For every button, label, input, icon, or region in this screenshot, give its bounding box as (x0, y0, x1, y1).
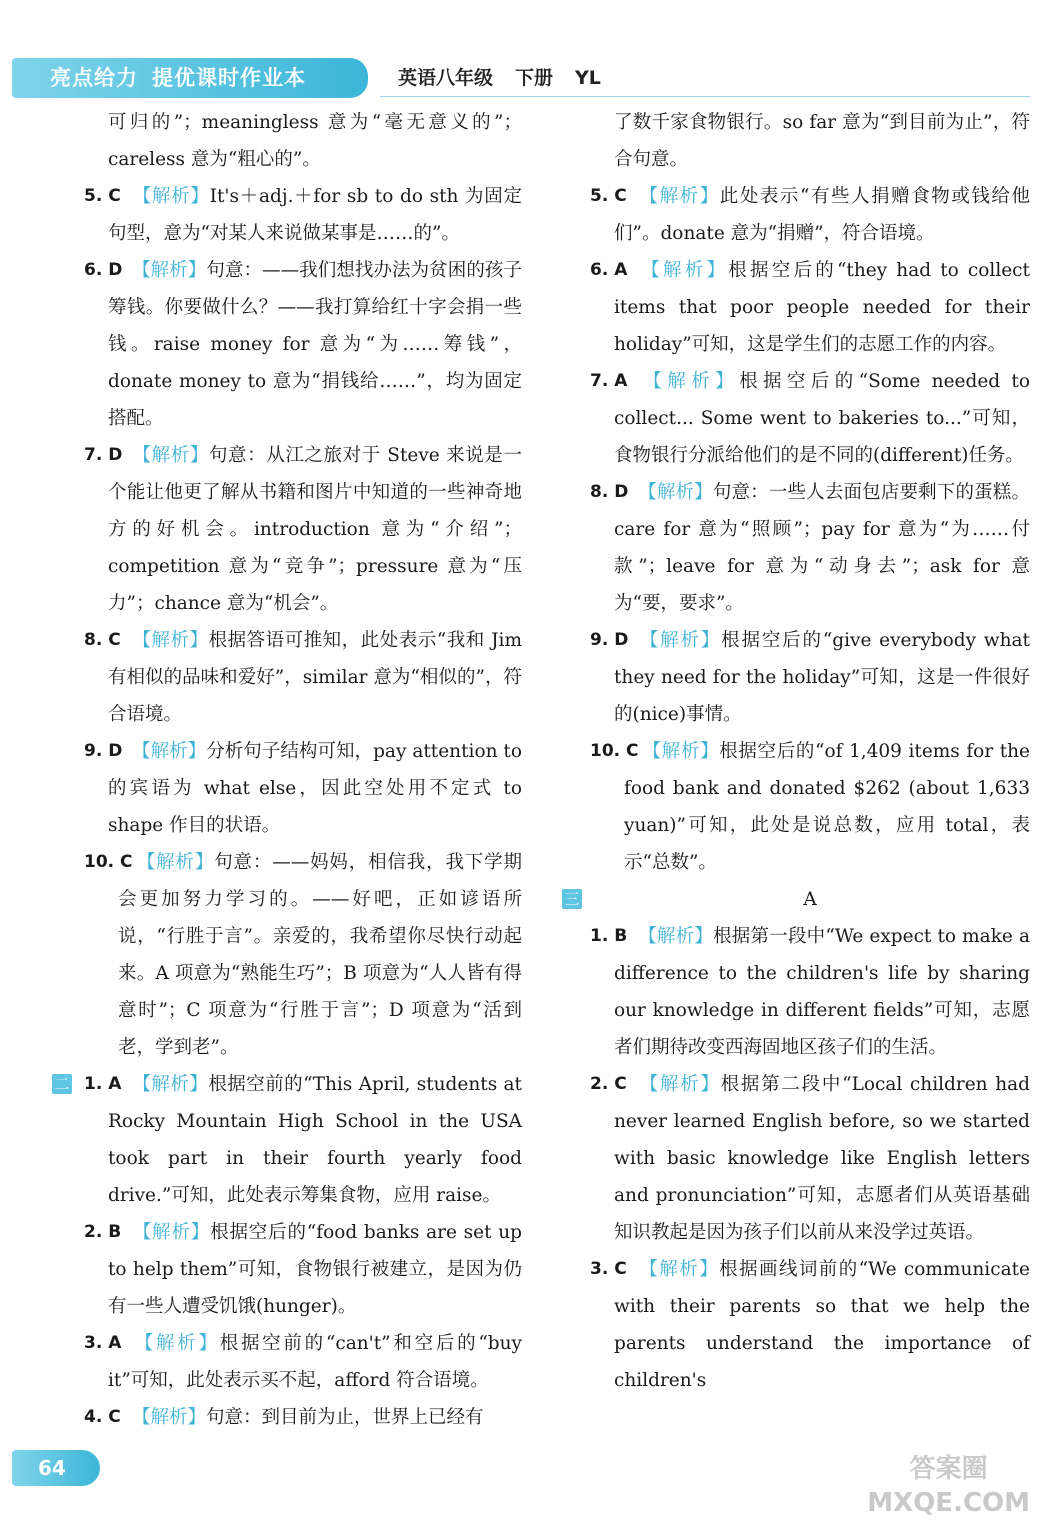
analysis-tag: 【解析】 (132, 741, 207, 762)
answer-number: 5. C (84, 186, 121, 206)
passage-heading-text: A (803, 889, 817, 910)
answer-text: 句意：到目前为止，世界上已经有 (206, 1407, 484, 1428)
answer-text: 根据空前的“can't”和空后的“buy it”可知，此处表示买不起，afford 符合语境。 (108, 1333, 522, 1391)
answer-number: 6. D (84, 260, 123, 280)
left-answer-item (84, 437, 522, 622)
answer-number: 1. A (84, 1074, 122, 1094)
passage-heading (564, 881, 1030, 918)
analysis-tag: 【解析】 (132, 1074, 209, 1095)
analysis-tag: 【解析】 (132, 1333, 220, 1354)
analysis-tag: 【解析】 (132, 1222, 211, 1243)
answer-text: 此处表示“有些人捐赠食物或钱给他们”。donate 意为“捐赠”，符合语境。 (614, 186, 1030, 244)
answer-text: 根据空后的“they had to collect items that poor people needed for their holiday”可知，这是学生们的志愿工作的内容。 (614, 260, 1030, 355)
analysis-tag: 【解析】 (132, 186, 210, 207)
answer-text: 可归的”；meaningless 意为“毫无意义的”；careless 意为“粗心的”。 (108, 112, 522, 170)
right-answer-item (590, 252, 1030, 363)
left-answer-item (84, 1399, 522, 1436)
answer-number: 9. D (590, 630, 629, 650)
analysis-tag: 【解析】 (132, 1407, 207, 1428)
answer-number: 7. D (84, 445, 123, 465)
answer-number: 1. B (590, 926, 628, 946)
right-answer-item (590, 918, 1030, 1066)
analysis-tag: 【解析】 (132, 260, 207, 281)
answer-number: 9. D (84, 741, 123, 761)
left-answer-item (54, 1066, 522, 1214)
analysis-tag: 【解析】 (132, 630, 209, 651)
answer-text: 句意：——我们想找办法为贫困的孩子筹钱。你要做什么？——我打算给红十字会捐一些钱。raise money for 意为“为……筹钱”，donate money to 意为“捐钱给……”，均为固定搭配。 (108, 260, 522, 429)
answer-text: 根据空后的“food banks are set up to help them”可知，食物银行被建立，是因为仍有一些人遭受饥饿(hunger)。 (108, 1222, 522, 1317)
answer-number: 10. C (84, 852, 133, 872)
answer-number: 6. A (590, 260, 628, 280)
right-answer-item (590, 1066, 1030, 1251)
answer-text: 根据空后的“of 1,409 items for the food bank and donated $262 (about 1,633 yuan)”可知，此处是说总数，应用 total，表示“总数”。 (624, 741, 1030, 873)
analysis-tag: 【解析】 (638, 1259, 720, 1280)
answer-number: 10. C (590, 741, 639, 761)
series-title: 提优课时作业本 (152, 66, 306, 90)
answer-number: 3. C (590, 1259, 627, 1279)
left-answer-item (84, 178, 522, 252)
analysis-tag: 【解析】 (638, 926, 714, 947)
left-answer-item (84, 844, 522, 1066)
watermark-line2: MXQE.COM (867, 1488, 1030, 1518)
section-marker: 二 (52, 1074, 72, 1094)
brand-title: 亮点给力 (50, 66, 138, 90)
answer-number: 3. A (84, 1333, 122, 1353)
subject-info (398, 60, 623, 96)
analysis-tag: 【解析】 (638, 186, 720, 207)
right-answer-item (590, 104, 1030, 178)
answer-number: 5. C (590, 186, 627, 206)
answer-text: It's＋adj.＋for sb to do sth 为固定句型，意为“对某人来说做某事是……的”。 (108, 186, 522, 244)
right-answer-item (590, 622, 1030, 733)
answer-text: 分析句子结构可知，pay attention to 的宾语为 what else，因此空处用不定式 to shape 作目的状语。 (108, 741, 522, 836)
analysis-tag: 【解析】 (638, 482, 713, 503)
analysis-tag: 【解析】 (132, 445, 209, 466)
subject-label: 英语八年级 (398, 67, 494, 89)
answer-number: 2. B (84, 1222, 122, 1242)
right-answer-item (590, 1251, 1030, 1399)
page-number: 64 (12, 1450, 100, 1486)
answer-text: 句意：一些人去面包店要剩下的蛋糕。care for 意为“照顾”；pay for 意为“为……付款”；leave for 意为“动身去”；ask for 意为“要，要求”。 (614, 482, 1030, 614)
left-answer-item (84, 733, 522, 844)
answer-text: 根据空后的“give everybody what they need for the holiday”可知，这是一件很好的(nice)事情。 (614, 630, 1030, 725)
volume-label: 下册 (515, 67, 554, 89)
section-marker: 三 (562, 889, 582, 909)
analysis-tag: 【解析】 (638, 630, 722, 651)
analysis-tag: 【解析】 (642, 741, 720, 762)
left-answer-item (84, 1214, 522, 1325)
analysis-tag: 【解析】 (638, 1074, 721, 1095)
header-banner (12, 58, 368, 98)
right-answer-item (590, 474, 1030, 622)
right-answer-item (590, 178, 1030, 252)
answer-text: 根据第一段中“We expect to make a difference to the children's life by sharing our knowledge in different fields”可知，志愿者们期待改变西海固地区孩子们的生活。 (614, 926, 1030, 1058)
right-column (564, 104, 1030, 1399)
right-answer-item (590, 733, 1030, 881)
watermark-line1: 答案圈 (909, 1454, 988, 1484)
answer-text: 根据画线词前的“We communicate with their parents so that we help the parents understand the importance of children's (614, 1259, 1030, 1391)
answer-number: 2. C (590, 1074, 627, 1094)
answer-text: 根据空后的“Some needed to collect... Some went to bakeries to...”可知，食物银行分派给他们的是不同的(different)任务。 (614, 371, 1030, 466)
analysis-tag: 【解析】 (638, 260, 729, 281)
left-answer-item (84, 104, 522, 178)
left-answer-item (84, 622, 522, 733)
answer-text: 根据答语可推知，此处表示“我和 Jim 有相似的品味和爱好”，similar 意为“相似的”，符合语境。 (108, 630, 522, 725)
watermark (867, 1452, 1030, 1520)
answer-text: 根据第二段中“Local children had never learned English before, so we started with basic knowledge like English letters and pronunciation”可知，志愿者们从英语基础知识教起是因为孩子们以前从来没学过英语。 (614, 1074, 1030, 1243)
answer-text: 根据空前的“This April, students at Rocky Mountain High School in the USA took part in their fourth yearly food drive.”可知，此处表示筹集食物，应用 raise。 (108, 1074, 522, 1206)
right-answer-item (590, 363, 1030, 474)
left-answer-item (84, 1325, 522, 1399)
answer-text: 句意：——妈妈，相信我，我下学期会更加努力学习的。——好吧，正如谚语所说，“行胜于言”。亲爱的，我希望你尽快行动起来。A 项意为“熟能生巧”；B 项意为“人人皆有得意时”；C 项意为“行胜于言”；D 项意为“活到老，学到老”。 (118, 852, 522, 1058)
answer-number: 8. C (84, 630, 121, 650)
answer-text: 句意：从江之旅对于 Steve 来说是一个能让他更了解从书籍和图片中知道的一些神奇地方的好机会。introduction 意为“介绍”；competition 意为“竞争”；pressure 意为“压力”；chance 意为“机会”。 (108, 445, 522, 614)
left-answer-item (84, 252, 522, 437)
answer-number: 7. A (590, 371, 628, 391)
left-column (54, 104, 522, 1436)
edition-label: YL (575, 67, 601, 89)
answer-text: 了数千家食物银行。so far 意为“到目前为止”，符合句意。 (614, 112, 1030, 170)
analysis-tag: 【解析】 (638, 371, 740, 392)
answer-number: 8. D (590, 482, 629, 502)
analysis-tag: 【解析】 (136, 852, 215, 873)
answer-number: 4. C (84, 1407, 121, 1427)
header-rule (380, 96, 1030, 97)
